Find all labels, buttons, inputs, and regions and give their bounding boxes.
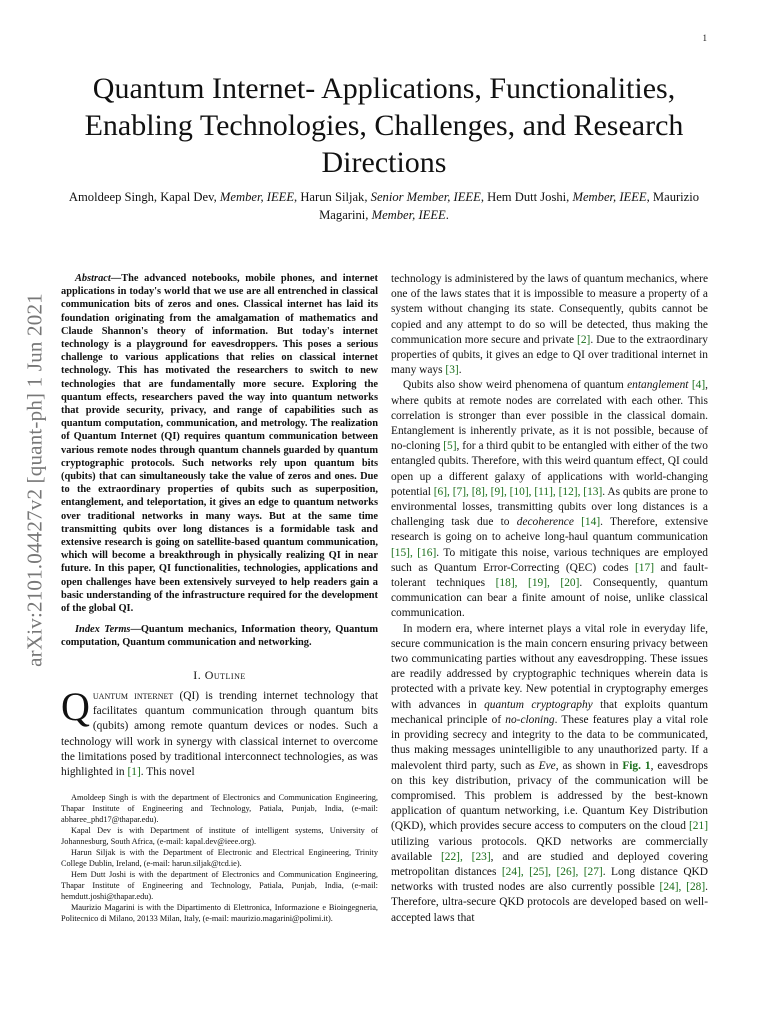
body-text: . Therefore, ultra-secure QKD protocols are developed based on well-accepted laws that: [391, 881, 708, 924]
footnotes: [61, 792, 378, 924]
body-text: , as shown in: [555, 759, 623, 772]
body-text: .: [458, 364, 462, 377]
index-terms-label: Index Terms: [75, 624, 131, 636]
body-paragraph-2: [391, 378, 708, 621]
emphasis-text: decoherence: [516, 516, 574, 529]
body-text: In modern era, where internet plays a vital role in everyday life, secure communication is the main concern ensuring privacy between two communicating parties without any eavesdropping. These issues are readily addressed by cryptographic techniques wherein data is protected with a private key. New potential in cryptography emerges with advances in: [391, 622, 708, 711]
author-role-3: Member, IEEE: [572, 190, 647, 204]
intro-smallcaps: uantum internet: [92, 689, 174, 702]
page-number: 1: [702, 33, 707, 43]
footnote: Hem Dutt Joshi is with the department of Electronics and Communication Engineering, Thapar Institute of Engineering and Technology, Patiala, Punjab, India, (e-mail: hemdutt.joshi@thapar.edu).: [61, 870, 378, 902]
left-column: [61, 272, 378, 924]
citation-link[interactable]: [24], [25], [26], [27]: [501, 865, 603, 878]
body-text: utilizing various protocols. QKD networks are commercially available: [391, 835, 708, 863]
author-role-2: Senior Member, IEEE: [370, 190, 481, 204]
body-text: . Due to the extraordinary properties of qubits, it gives an edge to QI over traditional internet in many ways: [391, 333, 708, 377]
section-heading-text: I. Outline: [193, 667, 246, 682]
body-text: technology is administered by the laws of quantum mechanics, where one of the laws states that it is impossible to measure a property of a system without changing its state. Consequently, qubits cannot be copied and any attempt to do so will be detected, thus making the communication more secure and private: [391, 273, 708, 346]
arxiv-identifier[interactable]: arXiv:2101.04427v2 [quant-ph] 1 Jun 2021: [22, 293, 47, 667]
citation-link[interactable]: [2]: [577, 333, 591, 346]
abstract-text: —The advanced notebooks, mobile phones, and internet applications in today's world that we use are all entrenched in classical communication bits of zeros and ones. Classical internet has laid its foundation originating from the amalgamation of mathematics and Claude Shannon's theory of information. But today's internet technology is a playground for eavesdroppers. This poses a serious challenge to various applications that relies on classical internet technology. This has motivated the researchers to switch to new technologies that are fundamentally more secure. Exploring the quantum effects, researchers paved the way into quantum networks that provide security, privacy, and range of capabilities such as quantum computation, communication, and metrology. The realization of Quantum Internet (QI) requires quantum communication between various remote nodes through quantum channels guarded by quantum cryptographic protocols. Such networks rely upon quantum bits (qubits) that can simultaneously take the value of zeros and ones. Due to the extraordinary properties of qubits such as superposition, entanglement, and teleportation, it gives an edge to quantum networks over traditional networks in many ways. But at the same time transmitting qubits over long distances is a formidable task and extensive research is going on satellite-based quantum communication, which will become a breakthrough in physically realizing QI in near future. In this paper, QI functionalities, technologies, applications and open challenges have been extensively surveyed to help readers gain a basic understanding of the infrastructure required for the development of the global QI.: [61, 273, 378, 615]
index-terms: [61, 623, 378, 649]
intro-text-b: . This novel: [140, 765, 195, 778]
section-heading: [61, 668, 378, 683]
citation-link[interactable]: [18], [19], [20]: [495, 577, 580, 590]
body-text: . Consequently, quantum communication can bear a finite amount of noise, unlike classical communication.: [391, 577, 708, 620]
body-text: , eavesdrops on this key distribution, privacy of the communication will be compromised. This problem is addressed by the best-known application of quantum networking, i.e. Quantum Key Distribution (QKD), which provides secure access to computers on the cloud: [391, 759, 708, 833]
footnote: Kapal Dev is with Department of institute of intelligent systems, University of Johannesburg, South Africa, (e-mail: kapal.dev@ieee.org).: [61, 826, 378, 847]
figure-link[interactable]: Fig. 1: [622, 759, 651, 772]
author-names-2: , Harun Siljak,: [294, 190, 371, 204]
body-paragraph-1: [391, 272, 708, 378]
emphasis-text: Eve: [538, 759, 556, 772]
author-names-3: , Hem Dutt Joshi,: [480, 190, 573, 204]
paper-title: Quantum Internet- Applications, Functionalities, Enabling Technologies, Challenges, and Research Directions: [84, 72, 684, 179]
index-terms-text: —Quantum mechanics, Information theory, Quantum computation, Quantum communication and networking.: [61, 624, 378, 649]
body-text: . Therefore, extensive research is going on to acheive long-haul quantum communication: [391, 516, 708, 544]
author-list-end: .: [445, 208, 449, 222]
abstract: [61, 272, 378, 615]
author-role-1: Member, IEEE: [219, 190, 295, 204]
body-text: . These features play a vital role in providing secrecy and integrity to the data to be communicated, thus making messages unintelligible to any unauthorized party. If a malevolent third party, such as: [391, 713, 708, 772]
emphasis-text: no-cloning: [505, 713, 555, 726]
body-text: . To mitigate this noise, various techniques are employed such as Quantum Error-Correcting (QEC) codes: [391, 546, 708, 574]
arxiv-sidebar: [15, 270, 55, 690]
citation-link[interactable]: [5]: [443, 440, 457, 453]
body-text: , where qubits at remote nodes are correlated with each other. This correlation is stronger than ever possible in the classical domain. Entanglement is inherently private, as it is not possible, because of no-cloning: [391, 379, 709, 453]
body-text: that exploits quantum mechanical principle of: [391, 698, 708, 726]
footnote: Amoldeep Singh is with the department of Electronics and Communication Engineering, Thapar Institute of Engineering and Technology, Patiala, Punjab, India, (e-mail: abharee_phd17@thapar.edu).: [61, 793, 378, 825]
citation-link[interactable]: [22], [23]: [440, 850, 491, 863]
body-text: and fault-tolerant techniques: [391, 561, 708, 590]
intro-text-a: (QI) is trending internet technology that facilitates quantum communication through quantum bits (qubits) among remote quantum devices or nodes. Such a technology will work in synergy with classical internet to overcome the limitations posed by traditional interconnect technologies, as was highlighted in: [61, 689, 378, 778]
citation-link[interactable]: [3]: [445, 364, 459, 377]
body-text: , for a third qubit to be entangled with either of the two entangled qubits. Therefore, with this weird quantum effect, QI could open up a different galaxy of applications with world-changing potential: [391, 440, 708, 498]
citation-link[interactable]: [15], [16]: [391, 546, 437, 559]
author-names-4: , Maurizio Magarini,: [319, 190, 700, 222]
drop-cap: Q: [61, 683, 90, 729]
author-role-4: Member, IEEE: [371, 208, 446, 222]
body-text: , and are studied and deployed covering metropolitan distances: [391, 850, 708, 878]
body-text: . As qubits are prone to environmental losses, transmitting qubits over long distances is a challenging task due to: [391, 485, 708, 529]
citation-link[interactable]: [14]: [581, 516, 601, 529]
citation-link[interactable]: [21]: [689, 820, 708, 833]
citation-link[interactable]: [4]: [691, 379, 706, 392]
emphasis-text: entanglement: [627, 379, 689, 392]
abstract-label: Abstract: [75, 273, 111, 284]
citation-link[interactable]: [6], [7], [8], [9], [10], [11], [12], [13]: [433, 485, 603, 498]
right-column: [391, 272, 708, 926]
author-list: [60, 188, 708, 224]
intro-paragraph: [61, 683, 378, 780]
citation-link[interactable]: [1]: [127, 765, 141, 778]
citation-link[interactable]: [24], [28]: [659, 881, 706, 894]
citation-link[interactable]: [17]: [635, 561, 654, 574]
author-names-1: Amoldeep Singh, Kapal Dev,: [68, 190, 220, 204]
body-paragraph-3: [391, 622, 708, 926]
footnote: Maurizio Magarini is with the Dipartimento di Elettronica, Informazione e Bioingegneria, Politecnico di Milano, 20133 Milan, Italy, (e-mail: maurizio.magarini@polimi.it).: [61, 903, 378, 924]
emphasis-text: quantum cryptography: [484, 698, 593, 711]
body-text: Qubits also show weird phenomena of quantum: [403, 379, 628, 392]
footnote: Harun Siljak is with the Department of Electronic and Electrical Engineering, Trinity College Dublin, Ireland, (e-mail: harun.siljak@tcd.ie).: [61, 848, 378, 869]
body-text: . Long distance QKD networks with trusted nodes are also currently possible: [391, 865, 709, 894]
